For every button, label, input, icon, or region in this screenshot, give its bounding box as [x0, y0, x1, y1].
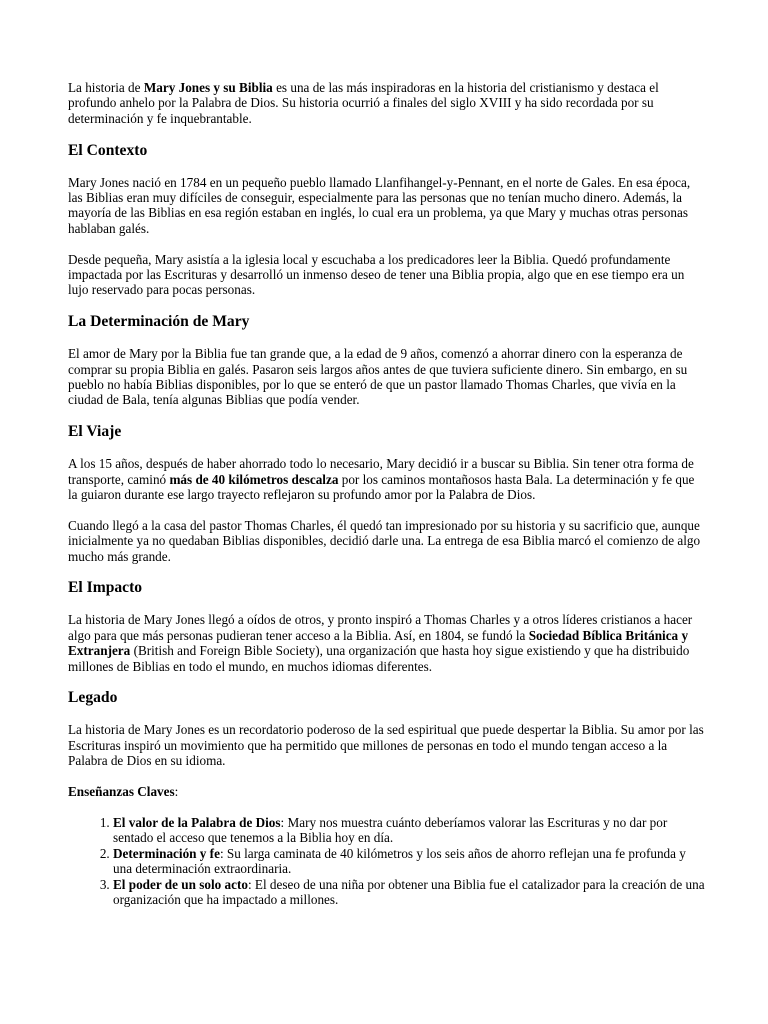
list-item-title: El poder de un solo acto — [113, 876, 248, 892]
heading-contexto: El Contexto — [68, 141, 148, 159]
intro-bold: Mary Jones y su Biblia — [143, 80, 273, 95]
ensenanzas-colon: : — [174, 784, 179, 800]
list-item — [113, 846, 706, 877]
intro-text-end: es una de las más inspiradoras en la historia del cristianismo y destaca el profundo anhelo por la Palabra de Dios. Su historia ocurrió a finales del siglo XVIII y ha sido recordada por su determinación y fe inquebrantable. — [68, 80, 659, 126]
ensenanzas-bold: Enseñanzas Claves — [68, 784, 175, 800]
list-item-text: : El deseo de una niña por obtener una Biblia fue el catalizador para la creación de una organización que ha impactado a millones. — [113, 876, 705, 907]
heading-legado: Legado — [68, 689, 118, 707]
list-item — [113, 877, 706, 908]
intro-paragraph — [68, 80, 706, 126]
impacto-bold: Sociedad Bíblica Británica y Extranjera — [68, 627, 689, 659]
determinacion-paragraph: El amor de Mary por la Biblia fue tan grande que, a la edad de 9 años, comenzó a ahorrar dinero con la esperanza de comprar su propia Biblia en galés. Pasaron seis largos años antes de que tuviera suficiente dinero. Sin embargo, en su pueblo no había Biblias disponibles, por lo que se enteró de que un pastor llamado Thomas Charles, que vivía en la ciudad de Bala, tenía algunas Biblias que podía vender. — [68, 346, 688, 408]
impacto-text: La historia de Mary Jones llegó a oídos de otros, y pronto inspiró a Thomas Charles y a otros líderes cristianos a hacer algo para que más personas pudieran tener acceso a la Biblia. Así, en 1804, se fundó la — [68, 612, 693, 643]
legado-paragraph: La historia de Mary Jones es un recordatorio poderoso de la sed espiritual que puede despertar la Biblia. Su amor por las Escrituras inspiró un movimiento que ha permitido que millones de personas en todo el mundo tengan acceso a la Palabra de Dios en su idioma. — [68, 722, 704, 769]
impacto-text-end: (British and Foreign Bible Society), una organización que hasta hoy sigue existiendo y que ha distribuido millones de Biblias en todo el mundo, en muchos idiomas diferentes. — [68, 643, 690, 674]
list-item-text: : Su larga caminata de 40 kilómetros y los seis años de ahorro reflejan una fe profunda y una determinación extraordinaria. — [113, 845, 686, 877]
viaje-bold: más de 40 kilómetros descalza — [169, 471, 339, 487]
viaje-text: A los 15 años, después de haber ahorrado todo lo necesario, Mary decidió ir a buscar su Biblia. Sin tener otra forma de transporte, caminó — [68, 456, 694, 487]
list-item — [113, 815, 706, 846]
list-item-text: : Mary nos muestra cuánto deberíamos valorar las Escrituras y no dar por sentado el acceso que tenemos a la Biblia hoy en día. — [113, 814, 668, 846]
heading-determinacion: La Determinación de Mary — [68, 313, 250, 331]
heading-impacto: El Impacto — [68, 579, 143, 597]
list-item-title: Determinación y fe — [113, 845, 220, 861]
viaje-text-end: por los caminos montañosos hasta Bala. La determinación y fe que la guiaron durante ese largo trayecto reflejaron su profundo amor por la Palabra de Dios. — [68, 471, 695, 503]
contexto-paragraph-2: Desde pequeña, Mary asistía a la iglesia local y escuchaba a los predicadores leer la Biblia. Quedó profundamente impactada por las Escrituras y desarrolló un inmenso deseo de tener una Biblia propia, algo que en ese tiempo era un lujo reservado para pocas personas. — [68, 251, 685, 298]
list-item-title: El valor de la Palabra de Dios — [113, 814, 281, 830]
ensenanzas-label — [68, 784, 706, 799]
ensenanzas-list — [68, 815, 706, 907]
viaje-paragraph-1 — [68, 456, 706, 502]
viaje-paragraph-2: Cuando llegó a la casa del pastor Thomas Charles, él quedó tan impresionado por su historia y su sacrificio que, aunque inicialmente ya no quedaban Biblias disponibles, decidió darle una. La entrega de esa Biblia marcó el comienzo de algo mucho más grande. — [68, 517, 701, 564]
heading-viaje: El Viaje — [68, 423, 122, 441]
intro-text: La historia de — [68, 80, 144, 95]
contexto-paragraph-1: Mary Jones nació en 1784 en un pequeño pueblo llamado Llanfihangel-y-Pennant, en el norte de Gales. En esa época, las Biblias eran muy difíciles de conseguir, especialmente para las personas que no tenían mucho dinero. Además, la mayoría de las Biblias en esa región estaban en inglés, lo cual era un problema, ya que Mary y muchas otras personas hablaban galés. — [68, 174, 691, 236]
impacto-paragraph — [68, 612, 706, 674]
